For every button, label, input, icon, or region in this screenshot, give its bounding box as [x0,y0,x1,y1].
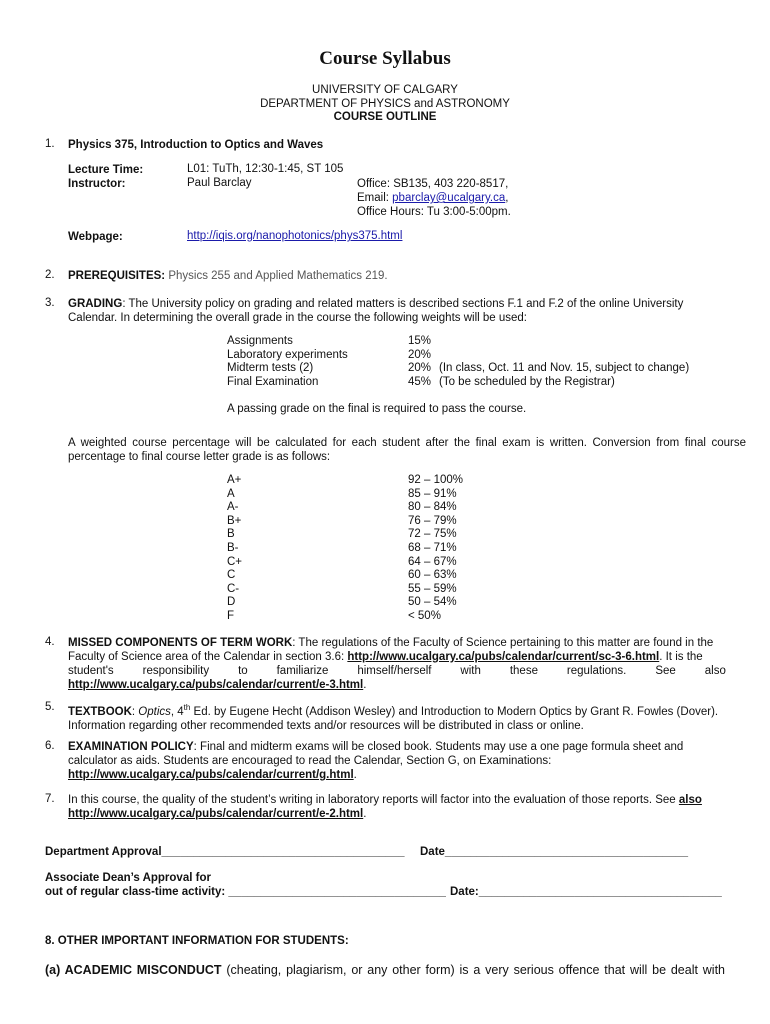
exam-line-3 [68,768,728,782]
weighted-line-1: A weighted course percentage will be calculated for each student after the final exam is written. Conversion from final course [68,437,746,449]
grade-letter: C- [227,582,240,595]
weight-percent: 15% [408,335,432,347]
textbook-line-1 [68,701,728,719]
missed-line-4-after: . [363,679,367,691]
grade-letter: B [227,528,235,541]
missed-line-2a: Faculty of Science area of the Calendar in section 3.6: [68,651,348,663]
section-number: 2. [45,269,55,281]
lecture-time-label: Lecture Time: [68,164,144,176]
grade-range: 76 – 79% [408,514,457,527]
grade-range: 55 – 59% [408,582,457,595]
missed-line-3-word: to [238,665,248,677]
email-line [357,191,511,205]
weight-item: Laboratory experiments [227,348,348,361]
missed-line-3-word: himself/herself [357,665,432,677]
grading-label: GRADING [68,298,123,310]
weighted-line-2: percentage to final course letter grade is as follows: [68,451,331,463]
calendar-link-sc-3-6[interactable]: http://www.ucalgary.ca/pubs/calendar/current/sc-3-6.html [347,651,660,663]
grade-letter: B- [227,542,239,554]
missed-line-3 [68,664,726,678]
calendar-link-g[interactable]: http://www.ucalgary.ca/pubs/calendar/current/g.html [68,769,354,781]
writing-line-2 [68,807,728,821]
missed-label: MISSED COMPONENTS OF TERM WORK [68,637,293,649]
textbook-paragraph [68,701,728,733]
other-info-heading: 8. OTHER IMPORTANT INFORMATION FOR STUDENTS: [45,935,349,947]
missed-line-1-body: : The regulations of the Faculty of Science pertaining to this matter are found in the [292,637,714,649]
department-approval-date[interactable]: Date______________________________________ [420,846,688,858]
grade-range: 64 – 67% [408,555,457,568]
prerequisites-label: PREREQUISITES: [68,270,166,282]
grade-letter: D [227,596,236,609]
exam-line-1 [68,740,728,754]
grade-letter: F [227,610,235,622]
department-name: DEPARTMENT OF PHYSICS and ASTRONOMY [260,98,510,110]
associate-dean-approval-line[interactable]: out of regular class-time activity: __________________________________ [45,886,446,898]
section-number: 6. [45,740,55,752]
office-info: Office: SB135, 403 220-8517, [357,178,509,190]
grade-range: 68 – 71% [408,542,457,554]
weight-item: Midterm tests (2) [227,362,314,375]
grade-range: 80 – 84% [408,501,457,514]
university-name: UNIVERSITY OF CALGARY [312,84,458,96]
course-heading: Physics 375, Introduction to Optics and Waves [68,139,324,151]
exam-line-2: calculator as aids. Students are encouraged to read the Calendar, Section G, on Examinations: [68,755,552,767]
office-hours: Office Hours: Tu 3:00-5:00pm. [357,206,511,218]
grade-range: 85 – 91% [408,487,457,500]
exam-policy-paragraph [68,740,728,782]
email-label: Email: [357,192,393,204]
missed-line-3-word: student's [68,665,114,677]
weight-item: Final Examination [227,375,319,388]
textbook-edition: , 4 [170,705,184,718]
document-title: Course Syllabus [319,48,451,69]
section-number: 7. [45,793,55,805]
writing-line-1-body: In this course, the quality of the student’s writing in laboratory reports will factor into the evaluation of those reports. See [68,794,679,806]
grading-line-2: Calendar. In determining the overall grade in the course the following weights will be used: [68,312,527,324]
weight-percent: 45% [408,375,432,388]
weight-note: (In class, Oct. 11 and Nov. 15, subject to change) [439,362,690,375]
email-after: , [505,192,509,204]
grade-letter: A [227,487,235,500]
missed-line-4 [68,678,726,692]
textbook-title: Optics [138,705,171,718]
missed-line-3-word: these [509,665,538,677]
weight-percent: 20% [408,348,432,361]
missed-line-2 [68,650,726,664]
grading-line-1-text [68,297,683,311]
instructor-label: Instructor: [68,178,126,190]
section-number: 3. [45,297,55,309]
missed-line-3-word: regulations. [566,665,627,677]
textbook-label: TEXTBOOK [68,705,132,718]
grade-letter: A+ [227,474,242,486]
email-link[interactable]: pbarclay@ucalgary.ca [392,192,506,204]
exam-policy-label: EXAMINATION POLICY [68,741,194,753]
passing-note: A passing grade on the final is required to pass the course. [227,403,527,415]
missed-line-1 [68,636,726,650]
grading-line-1-body: : The University policy on grading and related matters is described sections F.1 and F.2 of the online University [122,298,684,310]
lecture-time-value: L01: TuTh, 12:30-1:45, ST 105 [187,163,344,175]
misconduct-label: (a) ACADEMIC MISCONDUCT [45,963,222,977]
grading-line-1 [68,297,726,311]
section-number: 1. [45,138,55,150]
grade-range: 60 – 63% [408,569,457,582]
missed-line-3-word: also [704,665,726,677]
textbook-line-2: Information regarding other recommended texts and/or resources will be distributed in class or online. [68,719,584,732]
textbook-line-1-rest: Ed. by Eugene Hecht (Addison Wesley) and Introduction to Modern Optics by Grant R. Fowles (Dover). [190,705,719,718]
grade-range: 72 – 75% [408,528,457,541]
missed-line-3-word: familiarize [276,665,329,677]
weight-percent: 20% [408,362,432,375]
department-approval-line[interactable]: Department Approval______________________________________ [45,846,405,858]
grade-range: 50 – 54% [408,596,457,609]
missed-line-3-word: See [655,665,676,677]
writing-line-2-after: . [363,808,367,820]
grade-range: < 50% [408,610,441,622]
webpage-label: Webpage: [68,231,123,243]
missed-line-3-word: responsibility [142,665,210,677]
writing-paragraph [68,793,728,821]
missed-line-3-word: with [460,665,481,677]
exam-line-3-after: . [353,769,357,781]
grade-range: 92 – 100% [408,474,463,486]
prerequisites-text: Physics 255 and Applied Mathematics 219. [165,270,388,282]
weight-note: (To be scheduled by the Registrar) [439,375,615,388]
grade-letter: C+ [227,555,243,568]
weighted-paragraph [68,436,746,464]
academic-misconduct-line [45,963,725,977]
instructor-name: Paul Barclay [187,177,252,189]
calendar-link-e-2[interactable]: http://www.ucalgary.ca/pubs/calendar/current/e-2.html [68,808,364,820]
calendar-link-e-3[interactable]: http://www.ucalgary.ca/pubs/calendar/current/e-3.html [68,679,364,691]
edition-superscript: th [183,703,191,712]
weight-item: Assignments [227,335,293,347]
associate-dean-approval-label: Associate Dean’s Approval for [45,872,211,884]
course-outline-heading: COURSE OUTLINE [333,111,437,123]
missed-line-2b: . It is the [659,651,703,663]
see-also: also [678,794,702,806]
exam-line-1-body: : Final and midterm exams will be closed book. Students may use a one page formula sheet and [193,741,684,753]
grading-paragraph [68,297,726,325]
textbook-colon: : [131,705,139,718]
writing-line-1 [68,793,728,807]
grade-letter: B+ [227,514,242,527]
section-number: 4. [45,636,55,648]
associate-dean-approval-date[interactable]: Date:______________________________________ [450,886,722,898]
misconduct-text: (cheating, plagiarism, or any other form) is a very serious offence that will be dealt with [221,963,725,977]
academic-misconduct [45,963,725,977]
grade-letter: C [227,569,236,582]
prerequisites [68,269,388,283]
grade-letter: A- [227,501,239,514]
instructor-contact [357,177,511,219]
webpage-link[interactable]: http://iqis.org/nanophotonics/phys375.html [187,230,403,242]
missed-work-paragraph [68,636,726,692]
section-number: 5. [45,701,55,713]
